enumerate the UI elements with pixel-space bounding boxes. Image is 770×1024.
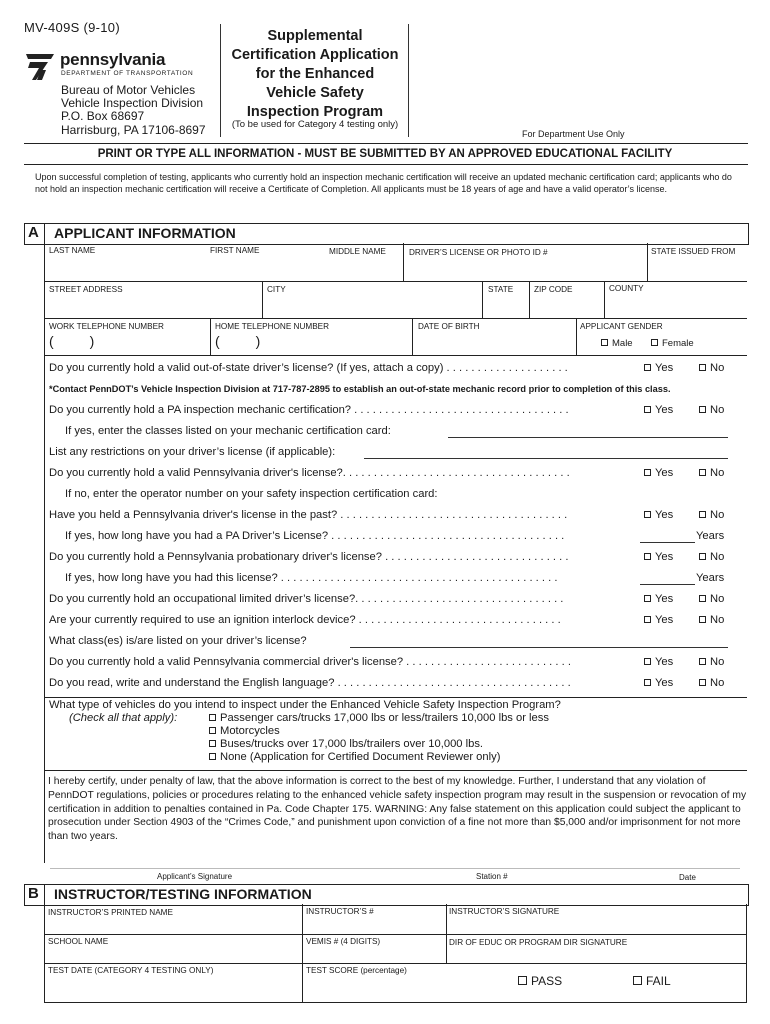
checkbox-icon[interactable] [651,339,658,346]
station-input[interactable] [460,851,580,868]
checkbox-icon[interactable] [644,406,651,413]
signature-line [50,868,740,869]
fail-option[interactable] [633,974,671,988]
test-date-label: TEST DATE (CATEGORY 4 TESTING ONLY) [48,966,214,975]
header-divider [408,24,409,137]
checkbox-icon[interactable] [644,658,651,665]
title-note: (To be used for Category 4 testing only) [231,119,399,130]
certification-statement: I hereby certify, under penalty of law, that the above information is correct to the best of my knowledge. Further, I understand that any violation of PennDOT regulations, policies or procedures relating to the enhanced vehicle safety inspection program may result in the suspension or revocation of my certification in addition to penalties contained in Pa. Code Chapter 175. WARNING: Any false statement on this application could subject the applicant to prosecution under Section 4903 of the “Crimes Code,” and punishment upon conviction of a fine not more than $5,000 and/or imprisonment for not more than two years. [48,776,747,843]
option-label: Buses/trucks over 17,000 lbs/trailers over 10,000 lbs. [220,738,484,750]
school-name-input[interactable] [48,948,298,961]
penndot-contact-note: *Contact PennDOT’s Vehicle Inspection Division at 717-787-2895 to establish an out-of-state mechanic record prior to completion of this class. [49,384,671,394]
q6-yes[interactable] [644,551,673,563]
q11-yes[interactable] [644,677,673,689]
street-label: STREET ADDRESS [49,285,123,294]
yes-label: Yes [655,614,674,626]
q1-yes[interactable] [644,362,673,374]
no-label: No [710,656,725,668]
section-b-title: INSTRUCTOR/TESTING INFORMATION [54,886,312,902]
applicant-signature-label: Applicant’s Signature [157,872,233,881]
street-input[interactable] [49,296,258,315]
q-license-restrictions: List any restrictions on your driver’s license (if applicable): [49,446,336,458]
checkbox-icon[interactable] [699,679,706,686]
q8-yes[interactable] [644,614,673,626]
yes-label: Yes [655,551,674,563]
restrictions-input[interactable] [364,458,728,459]
dob-input[interactable] [419,334,571,352]
gender-male-option[interactable] [601,338,633,349]
q11-no[interactable] [699,677,724,689]
station-label: Station # [476,872,508,881]
paren: ( [49,333,54,349]
cell-divider [647,243,648,281]
department-use-label: For Department Use Only [522,129,625,139]
city-input[interactable] [267,296,478,315]
q5-no[interactable] [699,509,724,521]
header-rule [24,143,748,144]
instructor-signature-input[interactable] [450,918,743,932]
yes-label: Yes [655,467,674,479]
cell-divider [446,904,447,964]
license-classes-input[interactable] [350,647,728,648]
home-area-code[interactable] [215,333,260,349]
cell-divider [210,318,211,355]
no-label: No [710,467,725,479]
cell-divider [262,281,263,318]
address-line: Harrisburg, PA 17106-8697 [61,122,206,137]
home-phone-label: HOME TELEPHONE NUMBER [215,322,330,331]
yes-label: Yes [655,656,674,668]
no-label: No [710,593,725,605]
paren: ) [89,333,95,349]
operator-number-input[interactable] [494,488,744,504]
work-phone-label: WORK TELEPHONE NUMBER [49,322,164,331]
checkbox-icon[interactable] [699,658,706,665]
probationary-years-input[interactable] [640,584,695,585]
pass-option[interactable] [518,974,562,988]
submission-banner: PRINT OR TYPE ALL INFORMATION - MUST BE SUBMITTED BY AN APPROVED EDUCATIONAL FACILITY [97,148,673,160]
q10-yes[interactable] [644,656,673,668]
first-name-label: FIRST NAME [210,246,260,255]
vemis-label: VEMIS # (4 DIGITS) [306,937,381,946]
q-probationary-license: Do you currently hold a Pennsylvania probationary driver's license? . . . . . . . . . . . . . . . . . . . . . . . . . . . . . . [49,551,569,563]
q2-yes[interactable] [644,404,673,416]
yes-label: Yes [655,404,674,416]
last-name-label: LAST NAME [49,246,96,255]
title-line: for the Enhanced [255,66,375,82]
instructor-number-input[interactable] [306,918,442,932]
test-score-input[interactable] [306,978,506,998]
director-signature-label: DIR OF EDUC OR PROGRAM DIR SIGNATURE [449,938,628,947]
title-line: Supplemental [267,28,363,44]
work-area-code[interactable] [49,333,94,349]
penndot-logo [24,50,194,87]
cell-divider [302,904,303,1003]
option-label: None (Application for Certified Document Reviewer only) [220,751,501,763]
q4-no[interactable] [699,467,724,479]
q-pa-mechanic-cert: Do you currently hold a PA inspection mechanic certification? . . . . . . . . . . . . . . . . . . . . . . . . . . . . . . . . . . . [49,404,569,416]
instructor-name-label: INSTRUCTOR’S PRINTED NAME [48,908,173,917]
gender-label: APPLICANT GENDER [580,322,663,331]
q2-no[interactable] [699,404,724,416]
cell-divider [403,243,404,281]
cell-divider [482,281,483,318]
zip-label: ZIP CODE [534,285,573,294]
section-a-letter: A [28,224,39,241]
q-pa-license: Do you currently hold a valid Pennsylvania driver's license?. . . . . . . . . . . . . . . . . . . . . . . . . . . . . . . . . . . . . [49,467,570,479]
q-past-pa-license: Have you held a Pennsylvania driver's license in the past? . . . . . . . . . . . . . . . . . . . . . . . . . . . . . . . . . . . . . [49,509,568,521]
q-occupational-license: Do you currently hold an occupational limited driver’s license?. . . . . . . . . . . . . . . . . . . . . . . . . . . . . . . . . . [49,593,564,605]
instructor-signature-label: INSTRUCTOR’S SIGNATURE [449,907,560,916]
q-out-of-state-license: Do you currently hold a valid out-of-state driver’s license? (If yes, attach a copy) . . . . . . . . . . . . . . . . . . . . [49,362,568,374]
years-label: Years [696,530,725,542]
q4-yes[interactable] [644,467,673,479]
dob-label: DATE OF BIRTH [418,322,480,331]
q1-no[interactable] [699,362,724,374]
q7-yes[interactable] [644,593,673,605]
option-label: Passenger cars/trucks 17,000 lbs or less/trailers 10,000 lbs or less [220,712,549,724]
logo-subtitle: DEPARTMENT OF TRANSPORTATION [61,70,194,77]
keystone-logo-icon [24,52,56,82]
address-line: Bureau of Motor Vehicles [61,83,196,97]
title-line: Certification Application [231,47,399,63]
fail-label: FAIL [646,974,671,988]
license-id-label: DRIVER’S LICENSE OR PHOTO ID # [409,248,548,257]
checkbox-icon[interactable] [699,616,706,623]
instructor-number-label: INSTRUCTOR’S # [306,907,374,916]
section-b-letter: B [28,885,39,902]
paren: ) [255,333,261,349]
cell-divider [529,281,530,318]
q-operator-number: If no, enter the operator number on your safety inspection certification card: [65,488,438,500]
title-line: Vehicle Safety [266,85,364,101]
no-label: No [710,509,725,521]
intro-text: Upon successful completion of testing, applicants who currently hold an inspection mechanic certification will receive an updated mechanic certification card; applicants who do not hold an inspection mechanic certification will receive a Certificate of Completion. All applicants must be 18 years of age and have a valid operator’s license. [35,172,732,194]
q10-no[interactable] [699,656,724,668]
state-issued-input[interactable] [651,260,743,278]
yes-label: Yes [655,362,674,374]
director-signature-input[interactable] [450,948,743,961]
cert-classes-input[interactable] [448,437,728,438]
q-ignition-interlock: Are your currently required to use an ignition interlock device? . . . . . . . . . . . . . . . . . . . . . . . . . . . . . . . . . [49,614,561,626]
checkbox-icon[interactable] [209,753,216,760]
q-license-classes: What class(es) is/are listed on your driver’s license? [49,635,307,647]
middle-name-label: MIDDLE NAME [329,247,386,256]
cell-divider [576,318,577,355]
name-input[interactable] [49,258,399,278]
checkbox-icon[interactable] [644,616,651,623]
checkbox-icon[interactable] [644,511,651,518]
q-probationary-duration: If yes, how long have you had this license? . . . . . . . . . . . . . . . . . . . . . . . . . . . . . . . . . . . . . . . . . . . . . [65,572,558,584]
checkbox-icon[interactable] [699,511,706,518]
no-label: No [710,404,725,416]
checkbox-icon[interactable] [644,679,651,686]
test-score-label: TEST SCORE (percentage) [306,966,407,975]
option-label: Female [662,338,694,349]
pass-label: PASS [531,974,563,988]
license-id-input[interactable] [407,260,643,278]
cell-divider [604,281,605,318]
checkbox-icon[interactable] [209,740,216,747]
title-line: Inspection Program [246,104,384,120]
q-english-language: Do you read, write and understand the English language? . . . . . . . . . . . . . . . . . . . . . . . . . . . . . . . . . . . . . . [49,677,571,689]
q-vehicle-types: What type of vehicles do you intend to inspect under the Enhanced Vehicle Safety Inspection Program? [49,699,561,711]
no-label: No [710,362,725,374]
checkbox-icon[interactable] [209,714,216,721]
vemis-input[interactable] [306,948,442,961]
yes-label: Yes [655,677,674,689]
section-a-title: APPLICANT INFORMATION [54,225,236,241]
zip-input[interactable] [533,296,601,315]
checkbox-icon[interactable] [699,364,706,371]
cell-divider [412,318,413,355]
q-pa-license-duration: If yes, how long have you had a PA Driver’s License? . . . . . . . . . . . . . . . . . . . . . . . . . . . . . . . . . . . . . . [65,530,565,542]
school-name-label: SCHOOL NAME [48,937,109,946]
no-label: No [710,614,725,626]
form-title [222,27,408,122]
date-input[interactable] [620,851,740,868]
banner-rule [24,164,748,165]
years-label: Years [696,572,725,584]
gender-female-option[interactable] [651,338,694,349]
checkbox-icon[interactable] [699,553,706,560]
checkbox-icon[interactable] [644,469,651,476]
address-line: Vehicle Inspection Division [61,96,204,111]
state-issued-label: STATE ISSUED FROM [651,247,736,256]
yes-label: Yes [655,593,674,605]
applicant-signature-input[interactable] [50,851,450,868]
vehicle-option-motorcycles[interactable] [209,725,280,737]
checkbox-icon[interactable] [633,976,642,985]
date-label: Date [679,873,696,882]
checkbox-icon[interactable] [699,595,706,602]
q8-no[interactable] [699,614,724,626]
state-label: STATE [488,285,514,294]
instructor-name-input[interactable] [48,918,298,932]
paren: ( [215,333,220,349]
vehicle-option-none[interactable] [209,751,500,763]
q-commercial-license: Do you currently hold a valid Pennsylvania commercial driver's license? . . . . . . . . . . . . . . . . . . . . . . . . . . . [49,656,571,668]
check-all-note: (Check all that apply): [69,712,178,724]
checkbox-icon[interactable] [601,339,608,346]
checkbox-icon[interactable] [644,364,651,371]
option-label: Motorcycles [220,725,280,737]
vehicle-option-buses[interactable] [209,738,483,750]
option-label: Male [612,338,633,349]
logo-wordmark: pennsylvania [60,50,166,69]
yes-label: Yes [655,509,674,521]
checkbox-icon[interactable] [518,976,527,985]
checkbox-icon[interactable] [699,406,706,413]
vehicle-section-rule [44,697,747,698]
state-input[interactable] [486,296,526,315]
pa-license-years-input[interactable] [640,542,695,543]
checkbox-icon[interactable] [644,553,651,560]
section-b-gutter [44,884,45,906]
test-date-input[interactable] [48,978,298,998]
checkbox-icon[interactable] [644,595,651,602]
city-label: CITY [267,285,286,294]
no-label: No [710,677,725,689]
q5-yes[interactable] [644,509,673,521]
q6-no[interactable] [699,551,724,563]
address-line: P.O. Box 68697 [61,109,145,124]
certification-rule [44,770,747,771]
header-divider [220,24,221,137]
checkbox-icon[interactable] [209,727,216,734]
checkbox-icon[interactable] [699,469,706,476]
vehicle-option-passenger[interactable] [209,712,549,724]
mailing-address [61,84,206,137]
q7-no[interactable] [699,593,724,605]
no-label: No [710,551,725,563]
q-cert-classes: If yes, enter the classes listed on your mechanic certification card: [65,425,391,437]
county-label: COUNTY [609,284,644,293]
county-input[interactable] [608,296,743,315]
form-number: MV-409S (9-10) [24,20,120,35]
